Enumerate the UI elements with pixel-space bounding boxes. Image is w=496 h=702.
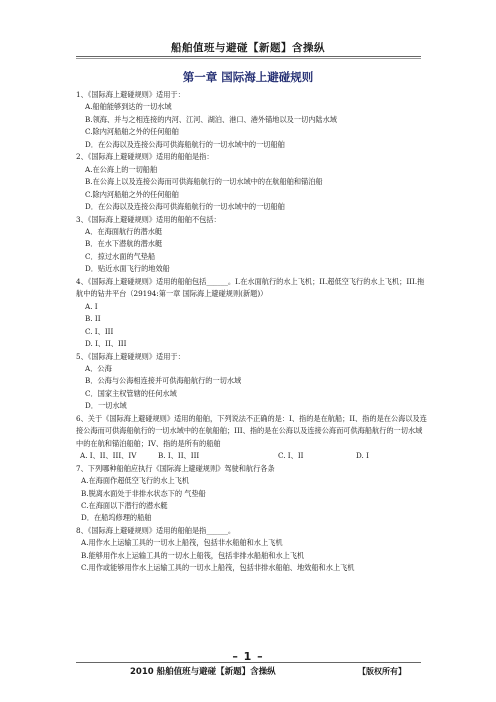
page-number: – 1 – — [232, 650, 264, 663]
option-text: B. II — [85, 314, 101, 324]
option-text: D．贴近水面飞行的地效船 — [85, 264, 170, 274]
question-text: 3、《国际海上避碰规则》适用的船舶不包括： — [76, 214, 221, 224]
option-text: A. I — [85, 301, 98, 311]
option-text: D．在公海以及连接公海可供海船航行的一切水域中的一切船舶 — [85, 139, 285, 149]
option-text: B.脱离水面处于非排水状态下的 气垫船 — [81, 488, 206, 498]
chapter-title: 第一章 国际海上避碰规则 — [182, 70, 314, 84]
question-text: 7、下列哪种船舶应执行《国际海上避碰规则》驾驶和航行各条 — [76, 463, 275, 473]
option-text: C.用作或能够用作水上运输工具的一切水上船筏，包括非排水船舶、地效船和水上飞机 — [81, 563, 355, 573]
copyright-notice: 【版权所有】 — [358, 667, 406, 676]
option-text: D．一切水域 — [85, 401, 127, 411]
question-text: 4、《国际海上避碰规则》适用的船舶包括______。I.在水面航行的水上飞机；II.超低空飞行的水上飞机；III.拖航中的钻井平台（29194:第一章 国际海上避碰规则(新题)） — [76, 276, 425, 299]
option-text: A.在公海上的一切船舶 — [85, 164, 158, 174]
option-text: B.领海、并与之相连接的内河、江河、湖泊、港口、港外锚地以及一切内陆水域 — [85, 114, 337, 124]
option-text: A．在海面航行的潜水艇 — [85, 226, 163, 236]
header-rule — [76, 56, 421, 57]
option-text: B.在公海上以及连接公海而可供海船航行的一切水域中的在航船舶和锚泊船 — [85, 177, 323, 187]
footer-title: 2010 船舶值班与避碰【新题】含操纵 — [130, 667, 276, 677]
footer-rule — [76, 662, 421, 663]
option-text: B．在水下潜航的潜水艇 — [85, 239, 163, 249]
option-text: A.船舶能够到达的一切水域 — [85, 102, 172, 112]
option-text: C．掠过水面的气垫船 — [85, 251, 156, 261]
option-text: C.在海面以下潜行的潜水艇 — [81, 500, 168, 510]
answer-row — [76, 450, 428, 462]
question-list — [76, 89, 428, 575]
question-text: 1、《国际海上避碰规则》适用于： — [76, 90, 185, 99]
option-text: A．公海 — [85, 363, 112, 373]
option-text: A.用作水上运输工具的一切水上船筏，包括非水船舶和水上飞机 — [81, 538, 283, 548]
option-text: B.能够用作水上运输工具的一切水上船筏，包括非排水船舶和水上飞机 — [81, 550, 305, 560]
option-text: A.在海面作超低空飞行的水上飞机 — [81, 476, 190, 486]
option-text: B. I、II、III — [158, 451, 200, 461]
question-text: 5、《国际海上避碰规则》适用于： — [76, 351, 185, 361]
question-text: 8、《国际海上避碰规则》适用的船舶是指______。 — [76, 525, 236, 535]
question-text: 2、《国际海上避碰规则》适用的船舶是指： — [76, 152, 214, 162]
option-text: C. I、II — [278, 451, 304, 461]
question-text: 6、关于《国际海上避碰规则》适用的船舶，下列说法不正确的是：I、指的是在航船；II、指的是在公海以及连接公海而可供海船航行的一切水域中的在航船舶；III、指的是在公海以及连接公海而可供海船航行的一切水域中的在航和锚泊船舶；IV、指的是所有的船舶 — [76, 413, 427, 448]
option-text: A. I、II、III、IV — [80, 451, 137, 461]
option-text: C. I、III — [85, 326, 114, 336]
option-text: C.除内河船舶之外的任何船舶 — [85, 127, 179, 137]
option-text: D. I — [356, 451, 369, 461]
option-text: D．在船坞修理的船舶 — [81, 513, 152, 523]
option-text: C．国家主权管辖的任何水域 — [85, 388, 177, 398]
header-rule-secondary — [76, 58, 421, 59]
option-text: B．公海与公海相连接并可供海船航行的一切水域 — [85, 376, 242, 386]
page-header-title: 船舶值班与避碰【新题】含操纵 — [171, 42, 325, 54]
option-text: D. I、II、III — [85, 339, 127, 349]
option-text: D．在公海以及连接公海可供海船航行的一切水域中的一切船舶 — [85, 202, 285, 212]
option-text: C.除内河船舶之外的任何船舶 — [85, 189, 179, 199]
